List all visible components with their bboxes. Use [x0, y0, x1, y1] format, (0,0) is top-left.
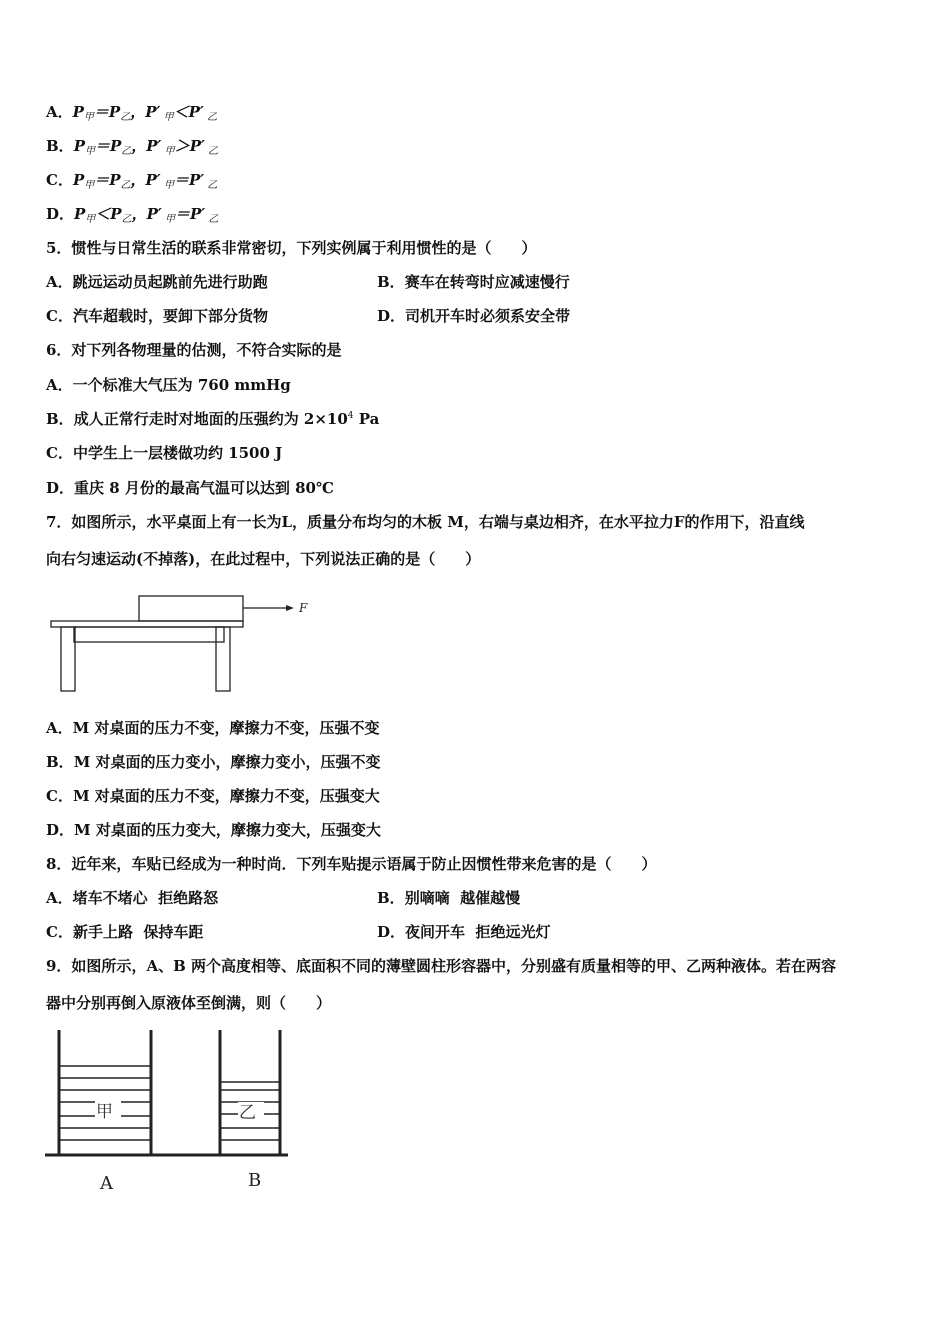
q4-option-d: D．$P_甲<P_乙$，P′ $_甲$＝P′ $_乙$ [46, 205, 219, 225]
container-b-label: B [248, 1170, 262, 1191]
q7-option-b: B．M 对桌面的压力变小，摩擦力变小，压强不变 [46, 753, 381, 771]
q4-option-d-text: $P_甲<P_乙$，P′ $_甲$＝P′ $_乙$ [74, 205, 219, 225]
q9-stem-line2: 器中分别再倒入原液体至倒满，则（ ） [46, 994, 332, 1012]
q9-containers-figure [42, 1026, 294, 1196]
table-apron [74, 627, 224, 642]
q4-option-a-text: $P_甲=P_乙$，P′ $_甲$＜P′ $_乙$ [72, 103, 218, 123]
q4-option-c-text: $P_甲=P_乙$，P′ $_甲$＝P′ $_乙$ [72, 171, 218, 191]
q8-option-d: D．夜间开车 拒绝远光灯 [377, 923, 551, 941]
q5-option-b: B．赛车在转弯时应减速慢行 [377, 273, 570, 291]
q7-option-c: C．M 对桌面的压力不变，摩擦力不变，压强变大 [46, 787, 380, 805]
q7-stem-line1: 7．如图所示，水平桌面上有一长为L，质量分布均匀的木板 M，右端与桌边相齐，在水平拉力F的作用下，沿直线 [46, 513, 805, 531]
force-label: F [299, 601, 308, 615]
q7-option-a: A．M 对桌面的压力不变，摩擦力不变，压强不变 [46, 719, 380, 737]
board-m [139, 596, 243, 621]
q5-option-d: D．司机开车时必须系安全带 [377, 307, 571, 325]
liquid-a-label: 甲 [96, 1102, 113, 1122]
q7-table-figure [48, 592, 318, 696]
table-leg-left [61, 627, 75, 691]
q4-option-c: C．$P_甲=P_乙$，P′ $_甲$＝P′ $_乙$ [46, 171, 218, 191]
container-a-label: A [100, 1173, 113, 1194]
q6-option-b: B．成人正常行走时对地面的压强约为 $2\times 10^4$ Pa [46, 410, 380, 428]
table-leg-right [216, 627, 230, 691]
q6-option-a: A．一个标准大气压为 760 mmHg [46, 376, 291, 394]
q4-option-b: B．$P_甲=P_乙$，P′ $_甲$＞P′ $_乙$ [46, 137, 219, 157]
q5-stem: 5．惯性与日常生活的联系非常密切，下列实例属于利用惯性的是（ ） [46, 239, 537, 257]
q8-option-b: B．别嘀嘀 越催越慢 [377, 889, 521, 907]
liquid-b-label: 乙 [239, 1103, 256, 1123]
q8-option-c: C．新手上路 保持车距 [46, 923, 204, 941]
q6-stem: 6．对下列各物理量的估测，不符合实际的是 [46, 341, 342, 359]
q8-option-a: A．堵车不堵心 拒绝路怒 [46, 889, 219, 907]
q6-option-d: D．重庆 8 月份的最高气温可以达到 80℃ [46, 479, 334, 497]
q9-stem-line1: 9．如图所示，A、B 两个高度相等、底面积不同的薄壁圆柱形容器中，分别盛有质量相等的甲、乙两种液体。若在两容 [46, 957, 836, 975]
q7-stem-line2: 向右匀速运动(不掉落)，在此过程中，下列说法正确的是（ ） [46, 550, 481, 568]
force-arrow-head [286, 605, 294, 611]
table-top [51, 621, 243, 627]
q4-option-b-text: $P_甲=P_乙$，P′ $_甲$＞P′ $_乙$ [73, 137, 219, 157]
q7-option-d: D．M 对桌面的压力变大，摩擦力变大，压强变大 [46, 821, 381, 839]
q8-stem: 8．近年来，车贴已经成为一种时尚．下列车贴提示语属于防止因惯性带来危害的是（ ） [46, 855, 657, 873]
q6-option-c: C．中学生上一层楼做功约 1500 J [46, 444, 283, 462]
q4-option-a: A．$P_甲=P_乙$，P′ $_甲$＜P′ $_乙$ [46, 103, 218, 123]
q5-option-a: A．跳远运动员起跳前先进行助跑 [46, 273, 268, 291]
q5-option-c: C．汽车超载时，要卸下部分货物 [46, 307, 268, 325]
